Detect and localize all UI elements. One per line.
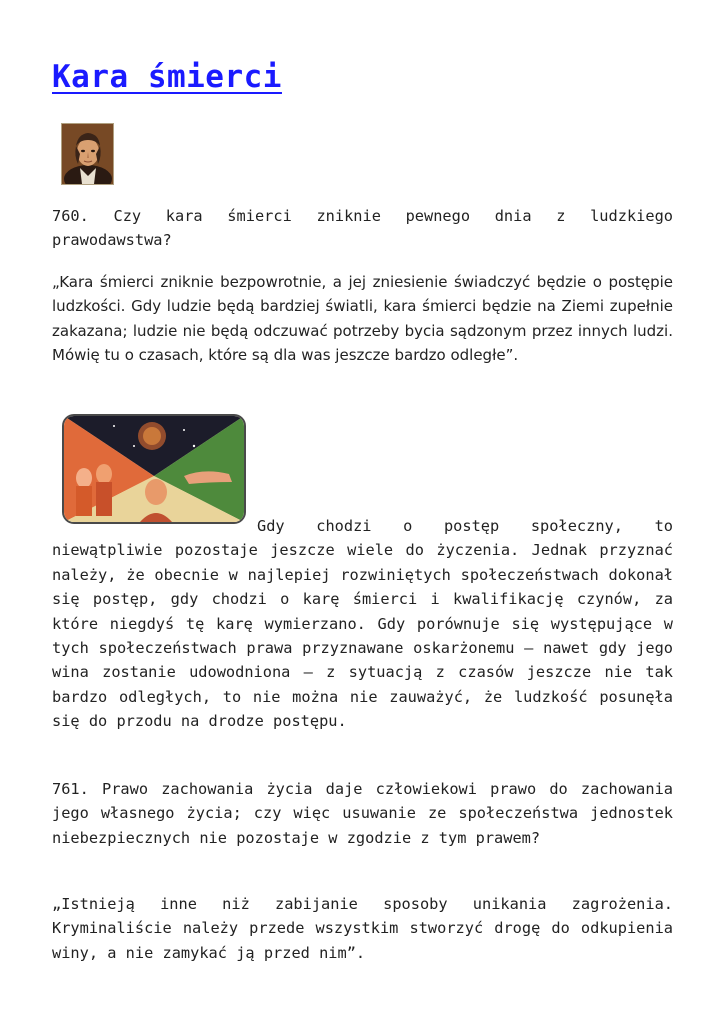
title-link[interactable]: Kara śmierci — [52, 59, 282, 95]
illustration-image — [62, 414, 246, 524]
comment-paragraph: Gdy chodzi o postęp społeczny, to niewątpliwie pozostaje jeszcze wiele do życzenia. Jednak przyznać należy, że obecnie w najlepiej rozwiniętych społeczeństwach dokonał się postęp, gdy chodzi o karę śmierci i kwalifikację czynów, za które niegdyś tę karę wymierzano. Gdy porównuje się występujące w tych społeczeństwach prawa przyznawane oskarżonemu – nawet gdy jego wina zostanie udowodniona – z sytuacją z czasów jeszcze nie tak bardzo odległych, to nie można nie zauważyć, że ludzkość posunęła się do przodu na drodze postępu. — [52, 517, 673, 731]
answer-761: „Istnieją inne niż zabijanie sposoby unikania zagrożenia. Kryminaliście należy przede wszystkim stworzyć drogę do odkupienia winy, a nie zamykać ją przed nim”. — [52, 895, 673, 962]
portrait-image — [61, 123, 114, 185]
question-760: 760. Czy kara śmierci zniknie pewnego dnia z ludzkiego prawodawstwa? — [52, 207, 673, 250]
question-761: 761. Prawo zachowania życia daje człowiekowi prawo do zachowania jego własnego życia; czy więc usuwanie ze społeczeństwa jednostek niebezpiecznych nie pozostaje w zgodzie z tym prawem? — [52, 780, 673, 847]
page-title — [52, 55, 673, 99]
answer-760: „Kara śmierci zniknie bezpowrotnie, a jej zniesienie świadczyć będzie o postępie ludzkości. Gdy ludzie będą bardziej światli, kara śmierci będzie na Ziemi zupełnie zakazana; ludzie nie będą odczuwać potrzeby bycia sądzonym przez innych ludzi. Mówię tu o czasach, które są dla was jeszcze bardzo odległe”. — [52, 273, 673, 365]
